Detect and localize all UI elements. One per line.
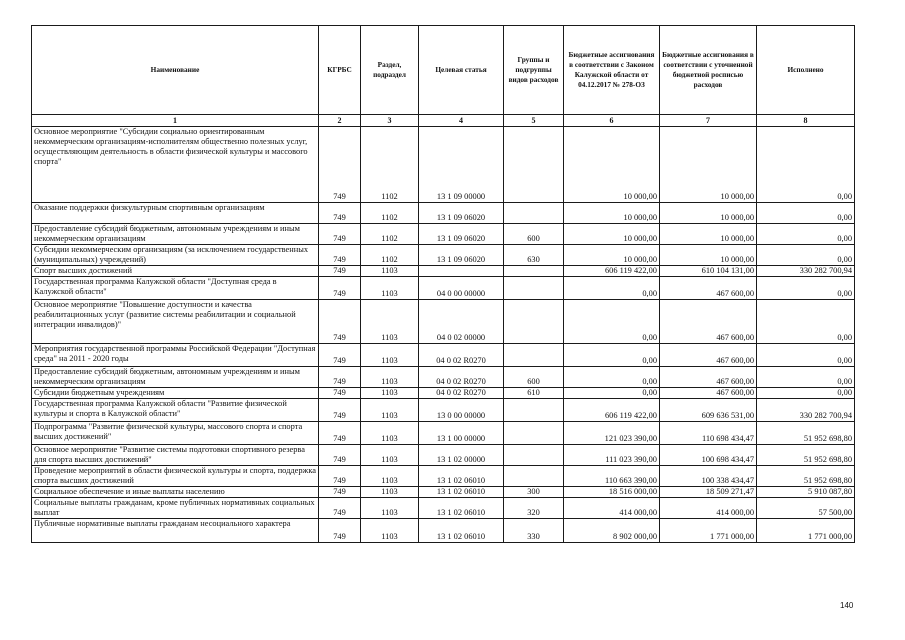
row-law-amount: 0,00 <box>564 300 660 344</box>
table-row <box>32 388 855 399</box>
row-name: Государственная программа Калужской области "Доступная среда в Калужской области" <box>32 277 319 300</box>
header-target-article: Целевая статья <box>419 26 504 115</box>
row-executed-amount: 57 500,00 <box>757 498 855 519</box>
row-kgrbs: 749 <box>319 519 361 543</box>
row-expense-group: 300 <box>504 487 564 498</box>
table-row <box>32 399 855 422</box>
header-refined-allocations: Бюджетные ассигнования в соответствии с уточненной бюджетной росписью расходов <box>660 26 757 115</box>
row-expense-group <box>504 277 564 300</box>
row-target-article: 13 1 02 06010 <box>419 466 504 487</box>
row-executed-amount: 51 952 698,80 <box>757 466 855 487</box>
table-row <box>32 519 855 543</box>
row-executed-amount: 0,00 <box>757 367 855 388</box>
row-target-article: 13 1 02 06010 <box>419 519 504 543</box>
row-refined-amount: 414 000,00 <box>660 498 757 519</box>
row-kgrbs: 749 <box>319 127 361 203</box>
row-section: 1103 <box>361 388 419 399</box>
table-row <box>32 127 855 203</box>
row-kgrbs: 749 <box>319 203 361 224</box>
row-target-article: 13 1 09 06020 <box>419 203 504 224</box>
row-refined-amount: 467 600,00 <box>660 367 757 388</box>
row-kgrbs: 749 <box>319 266 361 277</box>
row-law-amount: 414 000,00 <box>564 498 660 519</box>
row-kgrbs: 749 <box>319 344 361 367</box>
row-target-article: 13 1 09 00000 <box>419 127 504 203</box>
row-law-amount: 606 119 422,00 <box>564 266 660 277</box>
row-executed-amount: 0,00 <box>757 388 855 399</box>
column-number: 8 <box>757 115 855 127</box>
row-section: 1102 <box>361 224 419 245</box>
row-name: Социальное обеспечение и иные выплаты населению <box>32 487 319 498</box>
row-executed-amount: 330 282 700,94 <box>757 266 855 277</box>
table-row <box>32 300 855 344</box>
row-target-article: 04 0 02 R0270 <box>419 388 504 399</box>
column-number-row <box>32 115 855 127</box>
row-refined-amount: 10 000,00 <box>660 127 757 203</box>
row-kgrbs: 749 <box>319 487 361 498</box>
row-expense-group <box>504 344 564 367</box>
row-section: 1103 <box>361 344 419 367</box>
row-expense-group <box>504 127 564 203</box>
row-name: Субсидии бюджетным учреждениям <box>32 388 319 399</box>
row-kgrbs: 749 <box>319 367 361 388</box>
row-expense-group: 600 <box>504 367 564 388</box>
row-expense-group: 330 <box>504 519 564 543</box>
row-refined-amount: 609 636 531,00 <box>660 399 757 422</box>
row-refined-amount: 610 104 131,00 <box>660 266 757 277</box>
header-kgrbs: КГРБС <box>319 26 361 115</box>
row-target-article: 04 0 02 00000 <box>419 300 504 344</box>
row-kgrbs: 749 <box>319 245 361 266</box>
row-expense-group: 600 <box>504 224 564 245</box>
table-row <box>32 445 855 466</box>
page-number: 140 <box>840 601 854 610</box>
row-name: Мероприятия государственной программы Российской Федерации "Доступная среда" на 2011 - 2020 годы <box>32 344 319 367</box>
row-target-article: 13 1 09 06020 <box>419 224 504 245</box>
row-name: Спорт высших достижений <box>32 266 319 277</box>
row-law-amount: 111 023 390,00 <box>564 445 660 466</box>
table-row <box>32 203 855 224</box>
header-expense-group: Группы и подгруппы видов расходов <box>504 26 564 115</box>
row-name: Предоставление субсидий бюджетным, автономным учреждениям и иным некоммерческим организациям <box>32 367 319 388</box>
row-executed-amount: 0,00 <box>757 203 855 224</box>
table-row <box>32 367 855 388</box>
row-law-amount: 0,00 <box>564 277 660 300</box>
row-section: 1103 <box>361 466 419 487</box>
row-law-amount: 10 000,00 <box>564 245 660 266</box>
row-executed-amount: 1 771 000,00 <box>757 519 855 543</box>
row-target-article: 04 0 02 R0270 <box>419 344 504 367</box>
column-number: 2 <box>319 115 361 127</box>
row-target-article: 13 1 02 06010 <box>419 498 504 519</box>
row-name: Основное мероприятие "Повышение доступности и качества реабилитационных услуг (развитие системы реабилитации и социальной интеграции инвалидов)" <box>32 300 319 344</box>
table-row <box>32 487 855 498</box>
row-law-amount: 121 023 390,00 <box>564 422 660 445</box>
table-row <box>32 224 855 245</box>
column-number: 4 <box>419 115 504 127</box>
budget-execution-table <box>31 25 855 543</box>
row-expense-group: 320 <box>504 498 564 519</box>
row-expense-group <box>504 300 564 344</box>
row-kgrbs: 749 <box>319 445 361 466</box>
row-executed-amount: 0,00 <box>757 300 855 344</box>
row-law-amount: 606 119 422,00 <box>564 399 660 422</box>
row-refined-amount: 467 600,00 <box>660 277 757 300</box>
row-section: 1103 <box>361 422 419 445</box>
row-refined-amount: 10 000,00 <box>660 245 757 266</box>
row-refined-amount: 467 600,00 <box>660 344 757 367</box>
row-law-amount: 18 516 000,00 <box>564 487 660 498</box>
row-kgrbs: 749 <box>319 388 361 399</box>
row-refined-amount: 467 600,00 <box>660 388 757 399</box>
row-section: 1103 <box>361 266 419 277</box>
row-section: 1103 <box>361 445 419 466</box>
row-expense-group <box>504 466 564 487</box>
row-section: 1103 <box>361 300 419 344</box>
header-section: Раздел, подраздел <box>361 26 419 115</box>
row-expense-group <box>504 203 564 224</box>
row-name: Предоставление субсидий бюджетным, автономным учреждениям и иным некоммерческим организациям <box>32 224 319 245</box>
row-section: 1103 <box>361 367 419 388</box>
row-section: 1102 <box>361 245 419 266</box>
row-kgrbs: 749 <box>319 399 361 422</box>
row-target-article: 13 0 00 00000 <box>419 399 504 422</box>
row-name: Подпрограмма "Развитие физической культуры, массового спорта и спорта высших достижений" <box>32 422 319 445</box>
header-name: Наименование <box>32 26 319 115</box>
row-target-article: 04 0 02 R0270 <box>419 367 504 388</box>
row-kgrbs: 749 <box>319 300 361 344</box>
row-executed-amount: 5 910 087,80 <box>757 487 855 498</box>
row-kgrbs: 749 <box>319 466 361 487</box>
row-expense-group <box>504 422 564 445</box>
column-number: 7 <box>660 115 757 127</box>
row-refined-amount: 467 600,00 <box>660 300 757 344</box>
row-target-article: 04 0 00 00000 <box>419 277 504 300</box>
row-section: 1103 <box>361 498 419 519</box>
row-executed-amount: 51 952 698,80 <box>757 445 855 466</box>
row-refined-amount: 18 509 271,47 <box>660 487 757 498</box>
row-name: Социальные выплаты гражданам, кроме публичных нормативных социальных выплат <box>32 498 319 519</box>
row-expense-group <box>504 399 564 422</box>
row-refined-amount: 100 698 434,47 <box>660 445 757 466</box>
table-row <box>32 466 855 487</box>
row-name: Основное мероприятие "Развитие системы подготовки спортивного резерва для спорта высших достижений" <box>32 445 319 466</box>
header-row <box>32 26 855 115</box>
row-expense-group <box>504 445 564 466</box>
table-row <box>32 344 855 367</box>
row-target-article: 13 1 00 00000 <box>419 422 504 445</box>
table-row <box>32 245 855 266</box>
row-law-amount: 110 663 390,00 <box>564 466 660 487</box>
row-kgrbs: 749 <box>319 277 361 300</box>
column-number: 3 <box>361 115 419 127</box>
row-target-article: 13 1 09 06020 <box>419 245 504 266</box>
column-number: 1 <box>32 115 319 127</box>
row-name: Субсидии некоммерческим организациям (за исключением государственных (муниципальных) учреждений) <box>32 245 319 266</box>
row-executed-amount: 0,00 <box>757 344 855 367</box>
row-kgrbs: 749 <box>319 498 361 519</box>
row-law-amount: 10 000,00 <box>564 203 660 224</box>
row-executed-amount: 330 282 700,94 <box>757 399 855 422</box>
row-section: 1102 <box>361 203 419 224</box>
row-kgrbs: 749 <box>319 422 361 445</box>
row-expense-group: 610 <box>504 388 564 399</box>
row-law-amount: 10 000,00 <box>564 127 660 203</box>
row-section: 1103 <box>361 519 419 543</box>
header-executed: Исполнено <box>757 26 855 115</box>
header-law-allocations: Бюджетные ассигнования в соответствии с Законом Калужской области от 04.12.2017 № 278-ОЗ <box>564 26 660 115</box>
row-law-amount: 8 902 000,00 <box>564 519 660 543</box>
row-name: Проведение мероприятий в области физической культуры и спорта, поддержка спорта высших достижений <box>32 466 319 487</box>
row-executed-amount: 0,00 <box>757 224 855 245</box>
row-law-amount: 0,00 <box>564 388 660 399</box>
row-expense-group: 630 <box>504 245 564 266</box>
table-row <box>32 266 855 277</box>
row-executed-amount: 0,00 <box>757 245 855 266</box>
row-section: 1103 <box>361 399 419 422</box>
row-refined-amount: 100 338 434,47 <box>660 466 757 487</box>
row-refined-amount: 1 771 000,00 <box>660 519 757 543</box>
table-row <box>32 277 855 300</box>
row-expense-group <box>504 266 564 277</box>
table-row <box>32 422 855 445</box>
row-law-amount: 0,00 <box>564 344 660 367</box>
row-section: 1103 <box>361 487 419 498</box>
column-number: 5 <box>504 115 564 127</box>
row-refined-amount: 10 000,00 <box>660 224 757 245</box>
row-name: Государственная программа Калужской области "Развитие физической культуры и спорта в Калужской области" <box>32 399 319 422</box>
row-kgrbs: 749 <box>319 224 361 245</box>
row-target-article <box>419 266 504 277</box>
row-section: 1102 <box>361 127 419 203</box>
row-name: Основное мероприятие "Субсидии социально ориентированным некоммерческим организациям-исполнителям общественно полезных услуг, осуществляющим деятельность в области физической культуры и массового спорта" <box>32 127 319 203</box>
row-refined-amount: 10 000,00 <box>660 203 757 224</box>
row-executed-amount: 0,00 <box>757 277 855 300</box>
row-name: Оказание поддержки физкультурным спортивным организациям <box>32 203 319 224</box>
row-executed-amount: 51 952 698,80 <box>757 422 855 445</box>
row-refined-amount: 110 698 434,47 <box>660 422 757 445</box>
row-law-amount: 10 000,00 <box>564 224 660 245</box>
row-executed-amount: 0,00 <box>757 127 855 203</box>
row-name: Публичные нормативные выплаты гражданам несоциального характера <box>32 519 319 543</box>
table-row <box>32 498 855 519</box>
row-target-article: 13 1 02 06010 <box>419 487 504 498</box>
row-target-article: 13 1 02 00000 <box>419 445 504 466</box>
row-law-amount: 0,00 <box>564 367 660 388</box>
column-number: 6 <box>564 115 660 127</box>
row-section: 1103 <box>361 277 419 300</box>
